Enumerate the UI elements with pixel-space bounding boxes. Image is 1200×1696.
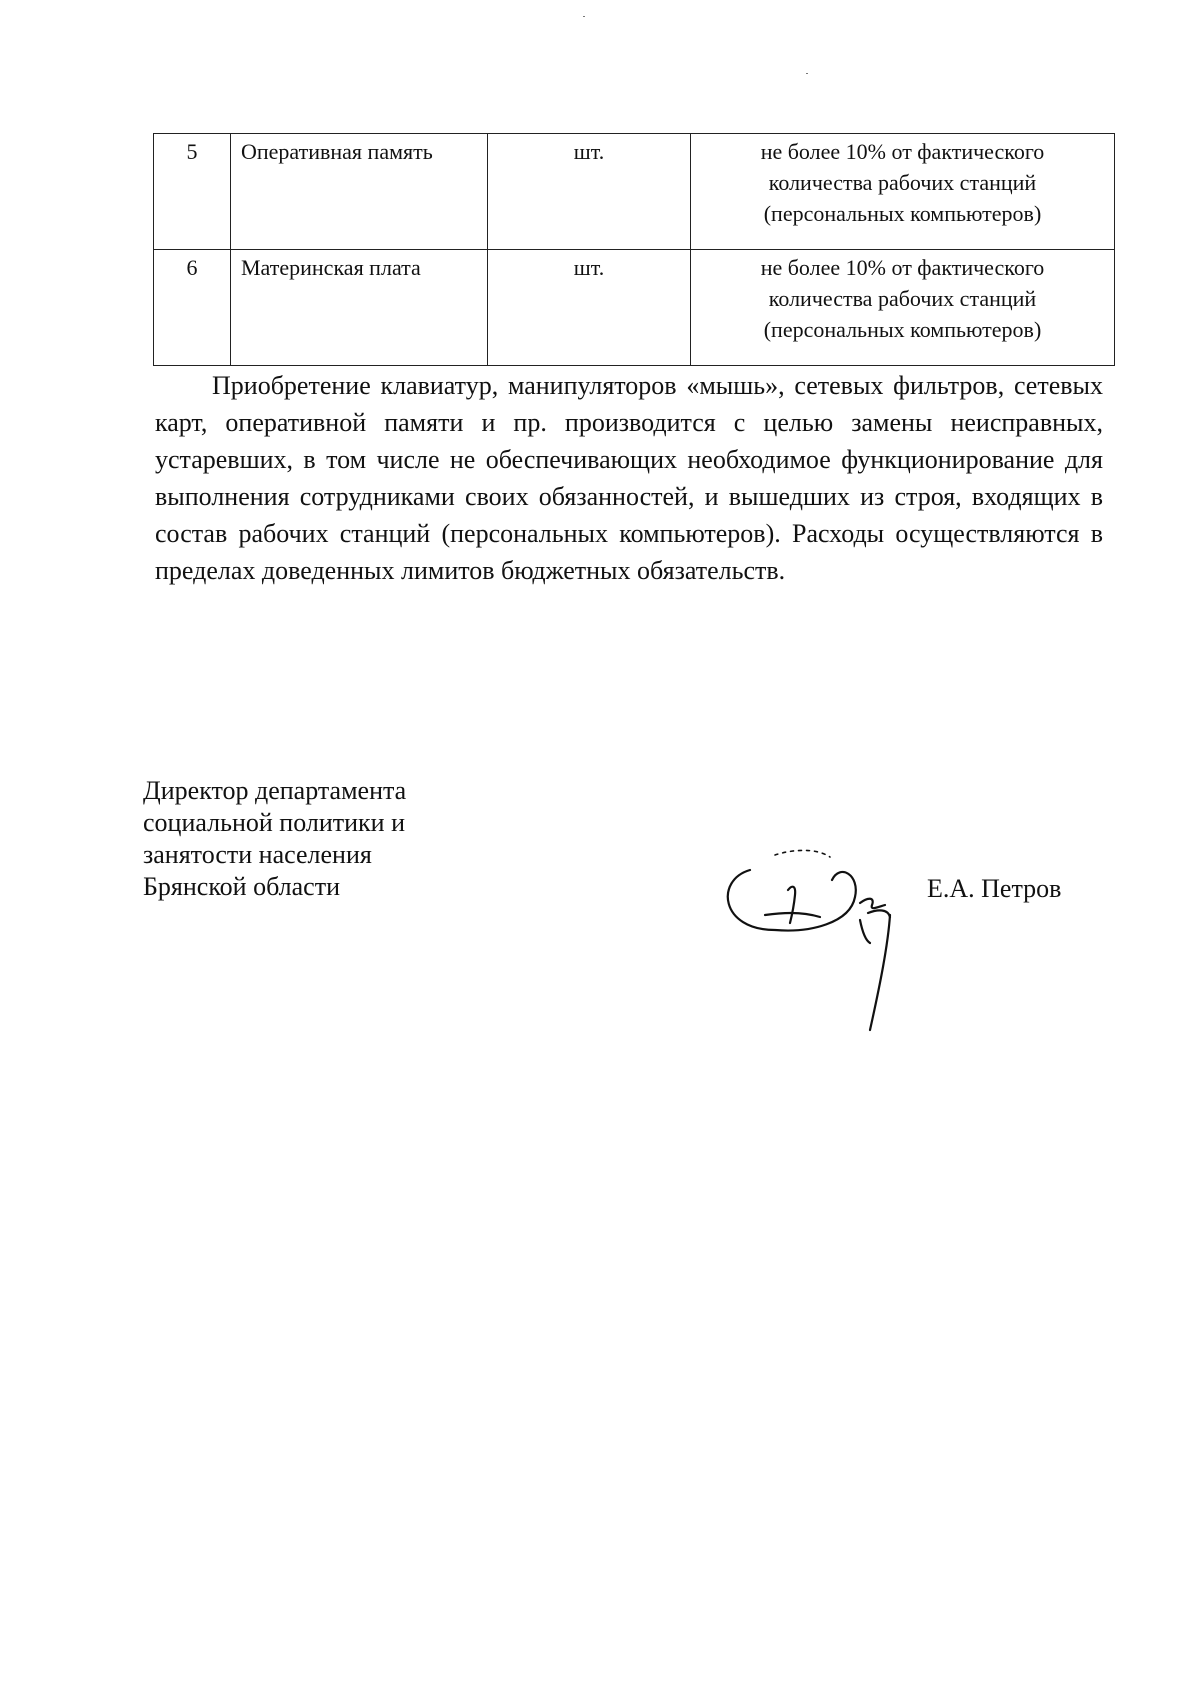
- norm-line: количества рабочих станций: [768, 286, 1037, 311]
- norm-line: (персональных компьютеров): [763, 317, 1042, 342]
- unit-of-measure: шт.: [488, 134, 691, 250]
- norm-line: не более 10% от фактического: [760, 139, 1045, 164]
- requirements-table: [153, 133, 1115, 366]
- signatory-name: Е.А. Петров: [927, 874, 1062, 903]
- position-line: Брянской области: [143, 872, 340, 901]
- item-name: Материнская плата: [231, 250, 488, 366]
- body-paragraph: Приобретение клавиатур, манипуляторов «мышь», сетевых фильтров, сетевых карт, оперативной памяти и пр. производится с целью замены неисправных, устаревших, в том числе не обеспечивающих необходимое функционирование для выполнения сотрудниками своих обязанностей, и вышедших из строя, входящих в состав рабочих станций (персональных компьютеров). Расходы осуществляются в пределах доведенных лимитов бюджетных обязательств.: [155, 371, 1103, 585]
- handwritten-signature: [720, 835, 920, 1035]
- norm-line: (персональных компьютеров): [763, 201, 1042, 226]
- item-name: Оперативная память: [231, 134, 488, 250]
- scan-speck: [583, 16, 585, 17]
- norm-line: количества рабочих станций: [768, 170, 1037, 195]
- row-number: 5: [154, 134, 231, 250]
- quantity-norm: [691, 250, 1115, 366]
- position-line: социальной политики и: [143, 808, 405, 837]
- table-row: [154, 134, 1115, 250]
- position-line: занятости населения: [143, 840, 372, 869]
- unit-of-measure: шт.: [488, 250, 691, 366]
- row-number: 6: [154, 250, 231, 366]
- position-line: Директор департамента: [143, 776, 407, 805]
- signatory-position: [143, 775, 406, 903]
- quantity-norm: [691, 134, 1115, 250]
- norm-line: не более 10% от фактического: [760, 255, 1045, 280]
- scan-speck: [806, 73, 808, 74]
- table-row: [154, 250, 1115, 366]
